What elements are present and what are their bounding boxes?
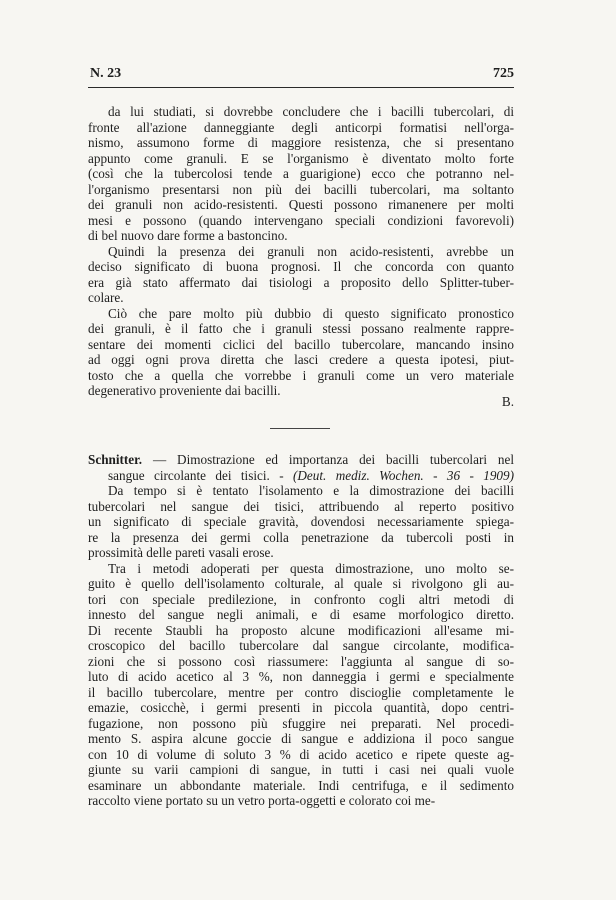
text-line: con 10 di volume di soluto 3 % di acido acetico e ripete queste ag- [88, 746, 514, 762]
text-line: luto di acido acetico al 3 %, non danneggia i germi e specialmente [88, 669, 514, 684]
text-line: nismo, assumono forme di maggiore resistenza, che si presentano [88, 135, 514, 150]
text-line: Ciò che pare molto più dubbio di questo significato pronostico [108, 305, 514, 321]
abstract-citation: (Deut. mediz. Wochen. - 36 - 1909) [293, 467, 514, 483]
text-line: il bacillo tubercolare, mentre per contro discioglie completamente le [88, 684, 514, 700]
text-line: croscopico del bacillo tubercolare dal sangue circolante, modifica- [88, 638, 514, 653]
text-line: ad oggi ogni prova diretta che lasci credere a questa ipotesi, piut- [88, 352, 514, 367]
text-line: era già stato affermato dai tisiologi a proposito dello Splitter-tuber- [88, 274, 514, 290]
text-line: dei granuli, è il fatto che i granuli stessi possano realmente rappre- [88, 321, 514, 336]
text-line: innesto del sangue negli animali, e di esame morfologico diretto. [88, 607, 514, 622]
text-line: Di recente Staubli ha proposto alcune modificazioni all'esame mi- [88, 622, 514, 638]
text-line: appunto come granuli. E se l'organismo è diventato molto forte [88, 150, 514, 166]
abstract-title-line: sangue circolante dei tisici. - [108, 467, 284, 483]
text-line: raccolto viene portato su un vetro porta-oggetti e colorato coi me- [88, 793, 436, 808]
text-line: tubercolari nel sangue dei tisici, attribuendo al reperto positivo [88, 498, 514, 514]
text-line: fugazione, non possono più sfuggire nei preparati. Nel procedi- [88, 715, 514, 731]
text-line: un significato di speciale gravità, dovendosi necessariamente spiega- [88, 514, 514, 529]
abstract-title-line: — Dimostrazione ed importanza dei bacilli tubercolari nel [152, 452, 514, 467]
text-line: mento S. aspira alcune goccie di sangue e addiziona il poco sangue [88, 731, 514, 746]
header-rule [88, 87, 514, 88]
text-line: sentare dei momenti ciclici del bacillo tubercolare, mancando insino [88, 336, 514, 352]
text-line: dei granuli non acido-resistenti. Questi possono rimanenere per molti [88, 197, 514, 212]
text-line: Tra i metodi adoperati per questa dimostrazione, uno molto se- [108, 560, 514, 576]
text-line: prossimità delle pareti vasali erose. [88, 545, 274, 560]
text-line: mesi e possono (quando intervengano speciali condizioni favorevoli) [88, 212, 514, 228]
text-line: fronte all'azione danneggiante degli anticorpi formatisi nell'orga- [88, 119, 514, 135]
article-continuation [88, 104, 514, 399]
text-line: degenerativo proveniente dai bacilli. [88, 383, 281, 398]
text-line: tori con speciale predilezione, in confronto cogli altri metodi di [88, 591, 514, 607]
abstract-heading [88, 452, 514, 468]
page-number: 725 [493, 66, 514, 81]
text-line: da lui studiati, si dovrebbe concludere che i bacilli tubercolari, di [108, 104, 514, 119]
abstract-schnitter [88, 452, 514, 809]
text-line: tosto che a quella che vorrebbe i granuli come un vero materiale [88, 367, 514, 383]
text-line: di bel nuovo dare forme a bastoncino. [88, 228, 288, 243]
text-line: re la presenza dei germi colla penetrazione da tubercoli posti in [88, 529, 514, 545]
section-separator [270, 428, 330, 429]
text-line: deciso significato di buona prognosi. Il che concorda con quanto [88, 259, 514, 274]
text-line: colare. [88, 290, 124, 305]
text-line: emazie, cosicchè, i germi presenti in piccola quantità, dopo centri- [88, 700, 514, 715]
author-signature: B. [501, 394, 514, 409]
abstract-heading-line [88, 468, 514, 484]
text-line: l'organismo presentarsi non più dei bacilli tubercolari, ma soltanto [88, 181, 514, 197]
text-line: guito è quello dell'isolamento colturale, al quale si rivolgono gli au- [88, 576, 514, 591]
issue-number: N. 23 [90, 66, 122, 81]
abstract-author: Schnitter. [88, 452, 143, 467]
abstract-body [88, 483, 514, 809]
text-line: zioni che si possono così riassumere: l'aggiunta al sangue di so- [88, 653, 514, 669]
text-line: esaminare un abbondante materiale. Indi centrifuga, e il sedimento [88, 777, 514, 793]
running-header [90, 66, 514, 84]
text-line: giunte su varii campioni di sangue, in tutti i casi nei quali vuole [88, 762, 514, 777]
text-line: Da tempo si è tentato l'isolamento e la dimostrazione dei bacilli [108, 483, 514, 498]
text-line: Quindi la presenza dei granuli non acido-resistenti, avrebbe un [108, 243, 514, 259]
text-line: (così che la tubercolosi tende a guarigione) ecco che potranno nel- [88, 166, 514, 181]
